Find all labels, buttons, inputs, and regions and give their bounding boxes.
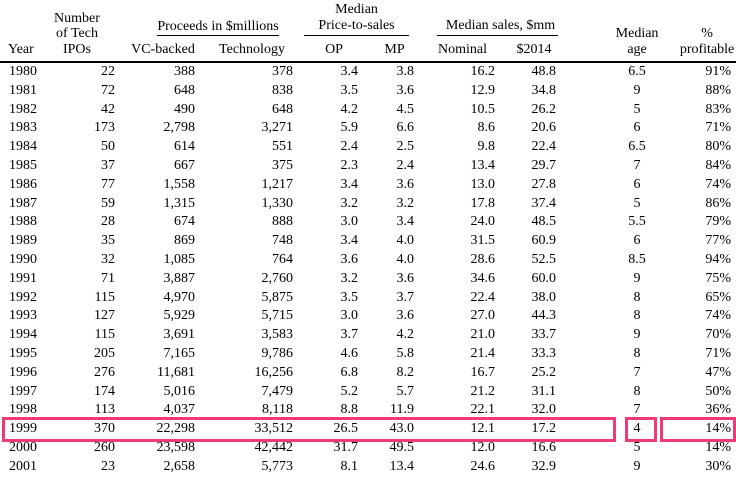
cell-2014-sales: 48.5	[531, 214, 557, 230]
cell-num-tech-ipos: 77	[101, 176, 115, 192]
table-row	[0, 195, 736, 214]
cell-op-price-to-sales: 6.8	[340, 364, 359, 380]
cell-num-tech-ipos: 22	[101, 64, 115, 79]
cell-mp-price-to-sales: 5.7	[396, 383, 415, 399]
cell-median-age: 9	[633, 458, 641, 474]
cell-percent-profitable: 47%	[705, 364, 732, 380]
cell-nominal-sales: 21.4	[470, 345, 496, 361]
table-row	[0, 138, 736, 157]
cell-op-price-to-sales: 31.7	[333, 439, 359, 455]
cell-percent-profitable: 14%	[705, 439, 732, 455]
cell-technology-proceeds: 33,512	[254, 421, 294, 437]
cell-technology-proceeds: 9,786	[261, 345, 294, 361]
table-row	[0, 251, 736, 270]
cell-2014-sales: 26.2	[531, 101, 557, 117]
cell-median-age: 7	[633, 157, 641, 173]
cell-num-tech-ipos: 28	[101, 214, 115, 230]
cell-mp-price-to-sales: 3.6	[396, 82, 415, 98]
ps-group-line1: Median	[335, 2, 378, 17]
cell-median-age: 5	[633, 101, 641, 117]
cell-op-price-to-sales: 8.1	[340, 458, 359, 474]
cell-op-price-to-sales: 8.8	[340, 402, 359, 418]
cell-technology-proceeds: 1,330	[261, 195, 294, 211]
cell-year: 1997	[9, 383, 37, 399]
table-row	[0, 213, 736, 232]
cell-nominal-sales: 21.2	[470, 383, 496, 399]
cell-year: 1982	[9, 101, 37, 117]
cell-num-tech-ipos: 71	[101, 270, 115, 286]
age-header-line1: Median	[615, 26, 659, 41]
cell-vc-backed-proceeds: 11,681	[157, 364, 195, 380]
cell-vc-backed-proceeds: 3,887	[163, 270, 195, 286]
cell-mp-price-to-sales: 3.6	[396, 270, 415, 286]
cell-year: 1994	[9, 327, 37, 343]
cell-technology-proceeds: 748	[272, 233, 294, 249]
table-row	[0, 232, 736, 251]
cell-nominal-sales: 31.5	[470, 233, 496, 249]
cell-technology-proceeds: 551	[272, 139, 294, 155]
cell-mp-price-to-sales: 13.4	[389, 458, 415, 474]
cell-num-tech-ipos: 72	[101, 82, 115, 98]
cell-2014-sales: 44.3	[531, 308, 557, 324]
cell-percent-profitable: 65%	[705, 289, 732, 305]
cell-median-age: 5.5	[628, 214, 646, 230]
cell-percent-profitable: 83%	[705, 101, 732, 117]
col-header-tech-ipos	[50, 0, 118, 62]
cell-technology-proceeds: 648	[272, 101, 294, 117]
cell-op-price-to-sales: 3.0	[340, 214, 359, 230]
col-header-op: OP	[325, 41, 343, 57]
cell-op-price-to-sales: 3.2	[340, 195, 359, 211]
cell-2014-sales: 60.9	[531, 233, 557, 249]
cell-num-tech-ipos: 276	[94, 364, 115, 380]
col-header-nominal: Nominal	[438, 41, 488, 57]
cell-vc-backed-proceeds: 667	[174, 157, 195, 173]
cell-percent-profitable: 14%	[705, 421, 732, 437]
cell-vc-backed-proceeds: 5,929	[163, 308, 195, 324]
cell-vc-backed-proceeds: 4,037	[163, 402, 195, 418]
cell-vc-backed-proceeds: 4,970	[163, 289, 195, 305]
cell-vc-backed-proceeds: 7,165	[163, 345, 195, 361]
cell-year: 1995	[9, 345, 37, 361]
cell-2014-sales: 33.3	[531, 345, 557, 361]
cell-mp-price-to-sales: 3.4	[396, 214, 415, 230]
header-group-row	[0, 0, 736, 36]
cell-vc-backed-proceeds: 5,016	[163, 383, 195, 399]
cell-op-price-to-sales: 4.2	[340, 101, 359, 117]
cell-2014-sales: 22.4	[531, 139, 557, 155]
cell-median-age: 7	[633, 402, 641, 418]
cell-percent-profitable: 71%	[705, 120, 732, 136]
cell-num-tech-ipos: 115	[94, 289, 115, 305]
cell-op-price-to-sales: 2.4	[340, 139, 359, 155]
cell-mp-price-to-sales: 49.5	[389, 439, 415, 455]
cell-percent-profitable: 88%	[705, 82, 732, 98]
cell-nominal-sales: 8.6	[477, 120, 496, 136]
cell-2014-sales: 37.4	[531, 195, 557, 211]
cell-2014-sales: 25.2	[531, 364, 557, 380]
cell-median-age: 8	[633, 383, 641, 399]
cell-year: 2001	[9, 458, 37, 474]
cell-year: 1998	[9, 402, 37, 418]
cell-technology-proceeds: 16,256	[254, 364, 294, 380]
cell-op-price-to-sales: 3.5	[340, 289, 359, 305]
cell-year: 1980	[9, 64, 37, 79]
cell-num-tech-ipos: 23	[101, 458, 115, 474]
cell-op-price-to-sales: 3.5	[340, 82, 359, 98]
group-header-proceeds	[118, 0, 296, 36]
cell-2014-sales: 60.0	[531, 270, 557, 286]
cell-percent-profitable: 94%	[705, 251, 732, 267]
cell-percent-profitable: 74%	[705, 308, 732, 324]
cell-percent-profitable: 74%	[705, 176, 732, 192]
cell-median-age: 9	[633, 270, 641, 286]
cell-op-price-to-sales: 5.9	[340, 120, 359, 136]
col-header-vc-backed: VC-backed	[131, 41, 195, 57]
profitable-header-line2: profitable	[679, 41, 735, 57]
cell-op-price-to-sales: 3.7	[340, 327, 359, 343]
group-header-median-sales	[417, 0, 560, 36]
col-header-median-age	[560, 0, 670, 62]
col-header-percent-profitable	[670, 0, 736, 62]
cell-op-price-to-sales: 3.4	[340, 176, 359, 192]
cell-num-tech-ipos: 173	[94, 120, 115, 136]
cell-mp-price-to-sales: 3.6	[396, 176, 415, 192]
cell-technology-proceeds: 2,760	[261, 270, 294, 286]
cell-percent-profitable: 77%	[705, 233, 732, 249]
cell-2014-sales: 33.7	[531, 327, 557, 343]
table-row	[0, 307, 736, 326]
cell-median-age: 9	[633, 82, 641, 98]
cell-num-tech-ipos: 127	[94, 308, 115, 324]
cell-technology-proceeds: 8,118	[262, 402, 294, 418]
cell-mp-price-to-sales: 4.0	[396, 251, 415, 267]
cell-vc-backed-proceeds: 648	[174, 82, 195, 98]
cell-2014-sales: 31.1	[531, 383, 557, 399]
cell-technology-proceeds: 378	[272, 64, 294, 79]
cell-technology-proceeds: 42,442	[254, 439, 294, 455]
cell-2014-sales: 52.5	[531, 251, 557, 267]
cell-num-tech-ipos: 32	[101, 251, 115, 267]
cell-vc-backed-proceeds: 2,798	[163, 120, 195, 136]
cell-technology-proceeds: 5,875	[261, 289, 294, 305]
cell-nominal-sales: 13.0	[470, 176, 496, 192]
cell-year: 1996	[9, 364, 37, 380]
cell-op-price-to-sales: 3.4	[340, 233, 359, 249]
cell-mp-price-to-sales: 2.4	[396, 157, 415, 173]
cell-vc-backed-proceeds: 22,298	[156, 421, 195, 437]
cell-2014-sales: 38.0	[531, 289, 557, 305]
cell-2014-sales: 34.8	[531, 82, 557, 98]
cell-percent-profitable: 86%	[705, 195, 732, 211]
cell-num-tech-ipos: 115	[94, 327, 115, 343]
cell-mp-price-to-sales: 8.2	[396, 364, 415, 380]
cell-nominal-sales: 24.6	[470, 458, 496, 474]
ipos-header-line1: Number	[54, 10, 100, 26]
cell-year: 1991	[9, 270, 37, 286]
cell-year: 1990	[9, 251, 37, 267]
cell-year: 1986	[9, 176, 37, 192]
cell-num-tech-ipos: 113	[94, 402, 115, 418]
cell-vc-backed-proceeds: 2,658	[163, 458, 195, 474]
cell-nominal-sales: 12.9	[470, 82, 496, 98]
cell-op-price-to-sales: 5.2	[340, 383, 359, 399]
cell-median-age: 6.5	[628, 139, 646, 155]
cell-mp-price-to-sales: 4.5	[396, 101, 415, 117]
cell-technology-proceeds: 7,479	[261, 383, 294, 399]
cell-2014-sales: 32.9	[531, 458, 557, 474]
cell-num-tech-ipos: 37	[101, 157, 115, 173]
cell-mp-price-to-sales: 43.0	[389, 421, 415, 437]
cell-year: 1984	[9, 139, 37, 155]
table-row	[0, 270, 736, 289]
cell-nominal-sales: 12.0	[470, 439, 496, 455]
table-row	[0, 157, 736, 176]
cell-year: 1999	[9, 421, 37, 437]
cell-num-tech-ipos: 370	[94, 421, 115, 437]
cell-nominal-sales: 22.4	[470, 289, 496, 305]
cell-2014-sales: 48.8	[531, 64, 557, 79]
cell-vc-backed-proceeds: 869	[174, 233, 195, 249]
cell-mp-price-to-sales: 3.8	[396, 64, 415, 79]
cell-percent-profitable: 91%	[705, 64, 732, 79]
cell-percent-profitable: 79%	[705, 214, 732, 230]
cell-technology-proceeds: 888	[272, 214, 294, 230]
cell-year: 1983	[9, 120, 37, 136]
cell-nominal-sales: 34.6	[470, 270, 496, 286]
cell-median-age: 5	[633, 439, 641, 455]
cell-nominal-sales: 10.5	[470, 101, 496, 117]
cell-nominal-sales: 22.1	[470, 402, 496, 418]
cell-year: 1981	[9, 82, 37, 98]
cell-median-age: 6	[633, 176, 641, 192]
cell-vc-backed-proceeds: 614	[174, 139, 195, 155]
cell-op-price-to-sales: 3.4	[340, 64, 359, 79]
cell-technology-proceeds: 5,773	[261, 458, 294, 474]
cell-median-age: 6	[633, 120, 641, 136]
cell-nominal-sales: 27.0	[470, 308, 496, 324]
cell-vc-backed-proceeds: 1,558	[163, 176, 195, 192]
cell-nominal-sales: 9.8	[477, 139, 496, 155]
table-row	[0, 383, 736, 402]
table-row	[0, 420, 736, 439]
cell-median-age: 9	[633, 327, 641, 343]
cell-num-tech-ipos: 42	[101, 101, 115, 117]
col-header-2014-dollars: $2014	[516, 41, 552, 57]
cell-percent-profitable: 36%	[705, 402, 732, 418]
table-row	[0, 176, 736, 195]
table-row	[0, 326, 736, 345]
cell-median-age: 8	[633, 345, 641, 361]
cell-2014-sales: 32.0	[531, 402, 557, 418]
table-row	[0, 439, 736, 458]
cell-mp-price-to-sales: 2.5	[396, 139, 415, 155]
cell-year: 1985	[9, 157, 37, 173]
profitable-header-line1: %	[701, 26, 713, 41]
cell-nominal-sales: 16.7	[470, 364, 496, 380]
cell-nominal-sales: 13.4	[470, 157, 496, 173]
table-row	[0, 401, 736, 420]
cell-op-price-to-sales: 3.2	[340, 270, 359, 286]
cell-percent-profitable: 30%	[705, 458, 732, 474]
cell-op-price-to-sales: 26.5	[333, 421, 359, 437]
cell-op-price-to-sales: 4.6	[340, 345, 359, 361]
group-header-price-to-sales	[296, 0, 417, 36]
cell-year: 1989	[9, 233, 37, 249]
ipos-header-line3: IPOs	[62, 41, 91, 57]
cell-mp-price-to-sales: 6.6	[396, 120, 415, 136]
cell-nominal-sales: 21.0	[470, 327, 496, 343]
cell-median-age: 8	[633, 308, 641, 324]
cell-nominal-sales: 24.0	[470, 214, 496, 230]
table-row	[0, 82, 736, 101]
cell-technology-proceeds: 375	[272, 157, 294, 173]
cell-2014-sales: 20.6	[531, 120, 557, 136]
table-row	[0, 101, 736, 120]
cell-mp-price-to-sales: 3.6	[396, 308, 415, 324]
cell-op-price-to-sales: 3.6	[340, 251, 359, 267]
table-row	[0, 119, 736, 138]
cell-median-age: 8.5	[628, 251, 646, 267]
cell-technology-proceeds: 5,715	[261, 308, 294, 324]
cell-vc-backed-proceeds: 1,315	[163, 195, 195, 211]
cell-op-price-to-sales: 2.3	[340, 157, 359, 173]
cell-median-age: 7	[633, 364, 641, 380]
cell-vc-backed-proceeds: 490	[174, 101, 195, 117]
cell-2014-sales: 29.7	[531, 157, 557, 173]
cell-vc-backed-proceeds: 1,085	[163, 251, 195, 267]
cell-op-price-to-sales: 3.0	[340, 308, 359, 324]
cell-median-age: 4	[633, 421, 641, 437]
col-header-year: Year	[8, 41, 34, 57]
cell-vc-backed-proceeds: 388	[174, 64, 195, 79]
cell-technology-proceeds: 838	[272, 82, 294, 98]
cell-mp-price-to-sales: 4.0	[396, 233, 415, 249]
cell-nominal-sales: 28.6	[470, 251, 496, 267]
cell-nominal-sales: 17.8	[470, 195, 496, 211]
sales-group-label: Median sales, $mm	[445, 17, 556, 33]
cell-median-age: 8	[633, 289, 641, 305]
cell-vc-backed-proceeds: 23,598	[156, 439, 195, 455]
cell-year: 2000	[9, 439, 37, 455]
cell-percent-profitable: 70%	[705, 327, 732, 343]
cell-num-tech-ipos: 59	[101, 195, 115, 211]
cell-year: 1992	[9, 289, 37, 305]
cell-mp-price-to-sales: 11.9	[390, 402, 415, 418]
cell-mp-price-to-sales: 5.8	[396, 345, 415, 361]
table-row	[0, 345, 736, 364]
table-body	[0, 62, 736, 477]
cell-percent-profitable: 84%	[705, 157, 732, 173]
cell-vc-backed-proceeds: 674	[174, 214, 195, 230]
cell-num-tech-ipos: 260	[94, 439, 115, 455]
table-row	[0, 62, 736, 82]
cell-percent-profitable: 71%	[705, 345, 732, 361]
cell-technology-proceeds: 764	[272, 251, 294, 267]
cell-mp-price-to-sales: 4.2	[396, 327, 415, 343]
cell-technology-proceeds: 3,271	[261, 120, 294, 136]
cell-percent-profitable: 80%	[705, 139, 732, 155]
proceeds-group-label: Proceeds in $millions	[157, 19, 278, 37]
cell-technology-proceeds: 3,583	[261, 327, 294, 343]
cell-percent-profitable: 50%	[705, 383, 732, 399]
cell-num-tech-ipos: 205	[94, 345, 115, 361]
cell-median-age: 5	[633, 195, 641, 211]
cell-year: 1988	[9, 214, 37, 230]
cell-2014-sales: 27.8	[531, 176, 557, 192]
cell-num-tech-ipos: 35	[101, 233, 115, 249]
cell-year: 1993	[9, 308, 37, 324]
cell-num-tech-ipos: 174	[94, 383, 115, 399]
cell-mp-price-to-sales: 3.2	[396, 195, 415, 211]
cell-num-tech-ipos: 50	[101, 139, 115, 155]
table-row	[0, 289, 736, 308]
col-header-technology: Technology	[219, 41, 285, 57]
table-row	[0, 458, 736, 477]
table-header	[0, 0, 736, 62]
cell-year: 1987	[9, 195, 37, 211]
ps-group-line2: Price-to-sales	[318, 17, 395, 33]
cell-vc-backed-proceeds: 3,691	[163, 327, 195, 343]
cell-nominal-sales: 12.1	[470, 421, 496, 437]
cell-median-age: 6	[633, 233, 641, 249]
cell-2014-sales: 17.2	[531, 421, 557, 437]
ipos-header-line2: of Tech	[56, 26, 98, 41]
cell-technology-proceeds: 1,217	[261, 176, 294, 192]
col-header-mp: MP	[384, 41, 405, 57]
cell-2014-sales: 16.6	[531, 439, 557, 455]
cell-percent-profitable: 75%	[705, 270, 732, 286]
cell-median-age: 6.5	[628, 64, 646, 79]
age-header-line2: age	[627, 41, 647, 57]
table-row	[0, 364, 736, 383]
cell-nominal-sales: 16.2	[470, 64, 496, 79]
cell-mp-price-to-sales: 3.7	[396, 289, 415, 305]
